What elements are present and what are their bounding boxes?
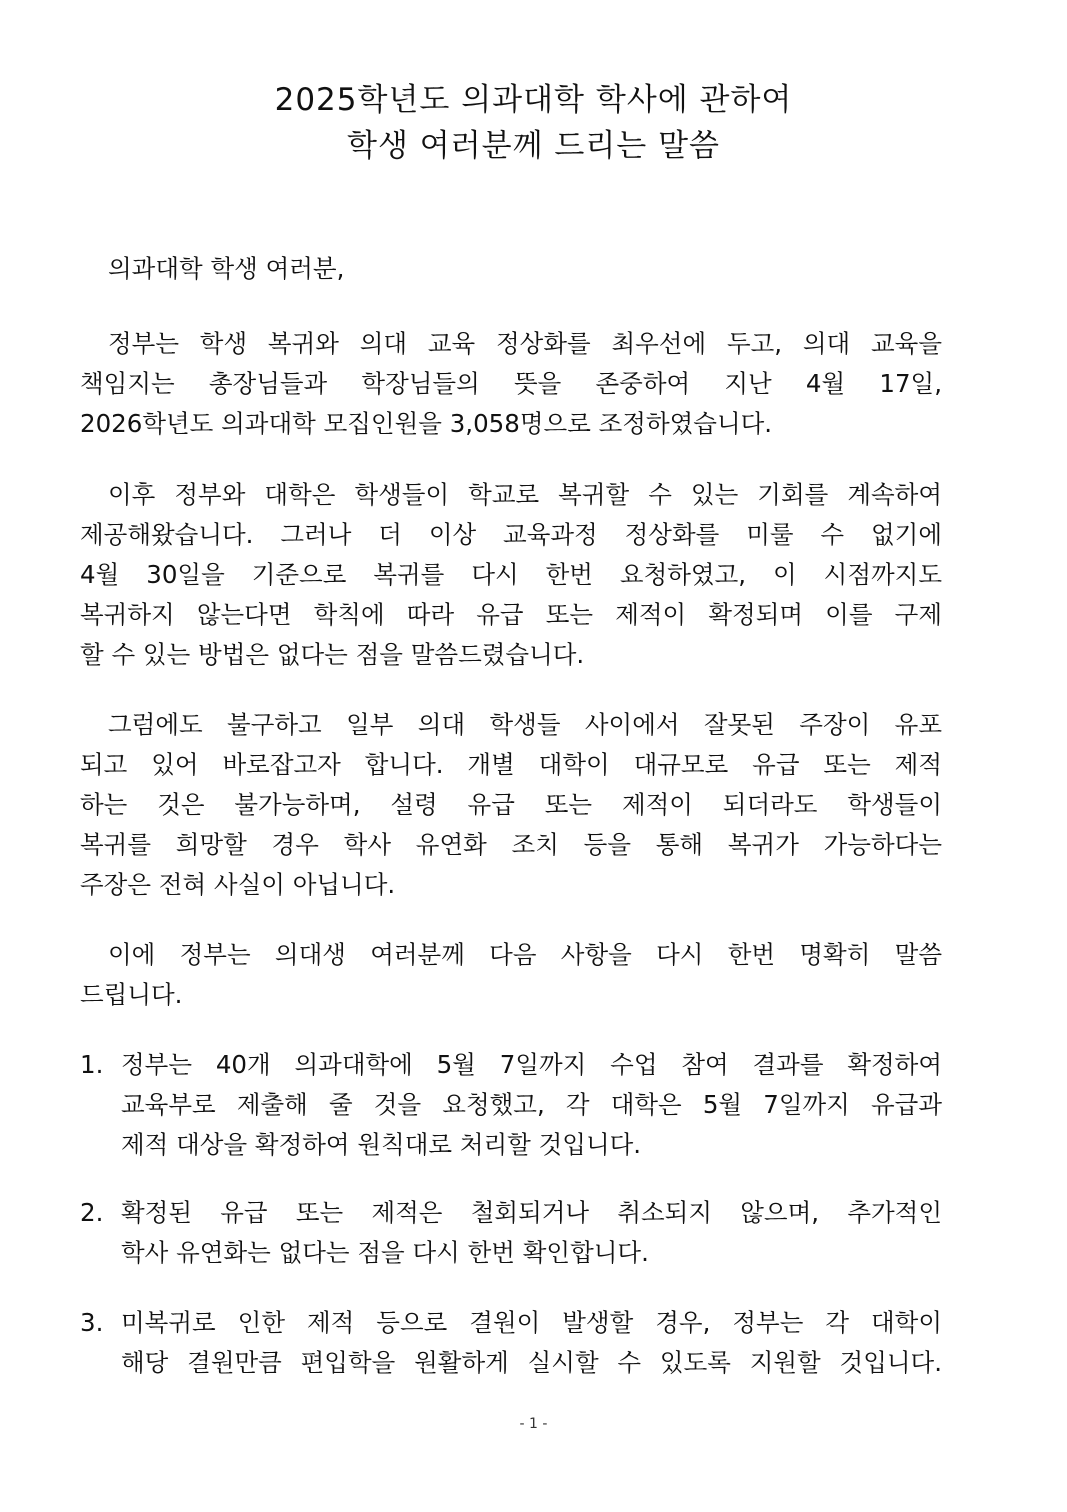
paragraph-line: 책임지는 총장님들과 학장님들의 뜻을 존중하여 지난 4월 17일, — [80, 369, 942, 398]
paragraph-line: 할 수 있는 방법은 없다는 점을 말씀드렸습니다. — [80, 640, 585, 669]
list-item-number: 1. — [80, 1050, 104, 1079]
paragraph-line: 드립니다. — [80, 980, 183, 1009]
list-item-line: 확정된 유급 또는 제적은 철회되거나 취소되지 않으며, 추가적인 — [121, 1198, 942, 1227]
paragraph-line: 하는 것은 불가능하며, 설령 유급 또는 제적이 되더라도 학생들이 — [80, 790, 942, 819]
list-item-line: 학사 유연화는 없다는 점을 다시 한번 확인합니다. — [121, 1238, 649, 1267]
paragraph-line: 제공해왔습니다. 그러나 더 이상 교육과정 정상화를 미룰 수 없기에 — [80, 520, 942, 549]
list-item-line: 교육부로 제출해 줄 것을 요청했고, 각 대학은 5월 7일까지 유급과 — [121, 1090, 942, 1119]
list-item-line: 미복귀로 인한 제적 등으로 결원이 발생할 경우, 정부는 각 대학이 — [121, 1308, 942, 1337]
paragraph-line: 되고 있어 바로잡고자 합니다. 개별 대학이 대규모로 유급 또는 제적 — [80, 750, 942, 779]
paragraph-line: 주장은 전혀 사실이 아닙니다. — [80, 870, 396, 899]
paragraph-line: 이에 정부는 의대생 여러분께 다음 사항을 다시 한번 명확히 말씀 — [108, 940, 942, 969]
paragraph-line: 이후 정부와 대학은 학생들이 학교로 복귀할 수 있는 기회를 계속하여 — [108, 480, 942, 509]
paragraph-line: 그럼에도 불구하고 일부 의대 학생들 사이에서 잘못된 주장이 유포 — [108, 710, 942, 739]
paragraph-line: 4월 30일을 기준으로 복귀를 다시 한번 요청하였고, 이 시점까지도 — [80, 560, 942, 589]
list-item-number: 3. — [80, 1308, 104, 1337]
paragraph-line: 복귀하지 않는다면 학칙에 따라 유급 또는 제적이 확정되며 이를 구제 — [80, 600, 942, 629]
salutation: 의과대학 학생 여러분, — [108, 254, 345, 283]
list-item-number: 2. — [80, 1198, 104, 1227]
paragraph-line: 2026학년도 의과대학 모집인원을 3,058명으로 조정하였습니다. — [80, 409, 773, 438]
document-title-line-2: 학생 여러분께 드리는 말씀 — [347, 128, 720, 164]
paragraph-line: 정부는 학생 복귀와 의대 교육 정상화를 최우선에 두고, 의대 교육을 — [108, 329, 942, 358]
list-item-line: 해당 결원만큼 편입학을 원활하게 실시할 수 있도록 지원할 것입니다. — [121, 1348, 942, 1377]
list-item-line: 정부는 40개 의과대학에 5월 7일까지 수업 참여 결과를 확정하여 — [121, 1050, 942, 1079]
document-title-line-1: 2025학년도 의과대학 학사에 관하여 — [274, 82, 793, 118]
list-item-line: 제적 대상을 확정하여 원칙대로 처리할 것입니다. — [121, 1130, 642, 1159]
paragraph-line: 복귀를 희망할 경우 학사 유연화 조치 등을 통해 복귀가 가능하다는 — [80, 830, 942, 859]
page-number: - 1 - — [519, 1416, 548, 1432]
